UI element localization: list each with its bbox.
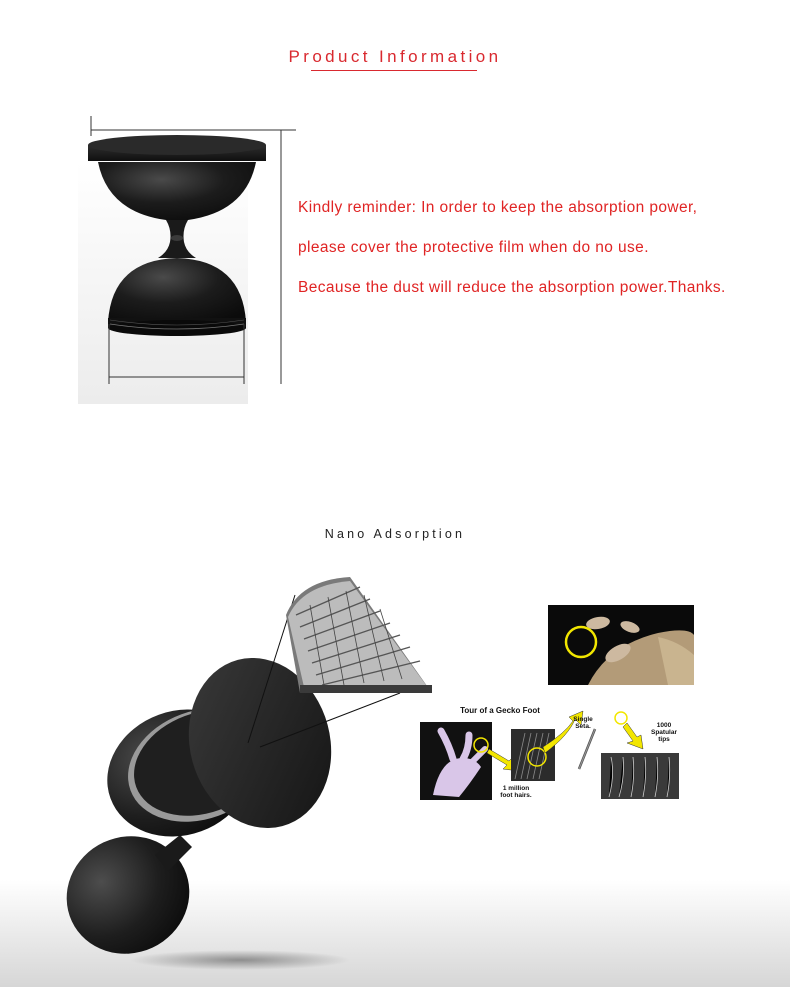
reminder-line-2: please cover the protective film when do no use. xyxy=(298,239,649,256)
nano-adsorption-title: Nano Adsorption xyxy=(324,527,466,541)
gecko-label-single: Single Seta. xyxy=(573,716,593,730)
reminder-line-1: Kindly reminder: In order to keep the absorption power, xyxy=(298,199,698,216)
gecko-label-million: 1 million foot hairs. xyxy=(500,785,532,799)
nano-pad-holder-image xyxy=(60,575,440,965)
gecko-foot-diagram xyxy=(419,705,681,802)
gecko-toe-photo xyxy=(548,605,694,685)
title-underline xyxy=(311,70,477,71)
gecko-tour-title: Tour of a Gecko Foot xyxy=(460,706,540,715)
gecko-label-spatular: 1000 Spatular tips xyxy=(650,722,677,743)
product-information-title: Product Information xyxy=(288,47,502,66)
reminder-line-3: Because the dust will reduce the absorption power.Thanks. xyxy=(298,279,726,296)
product-holder-image xyxy=(78,112,310,404)
